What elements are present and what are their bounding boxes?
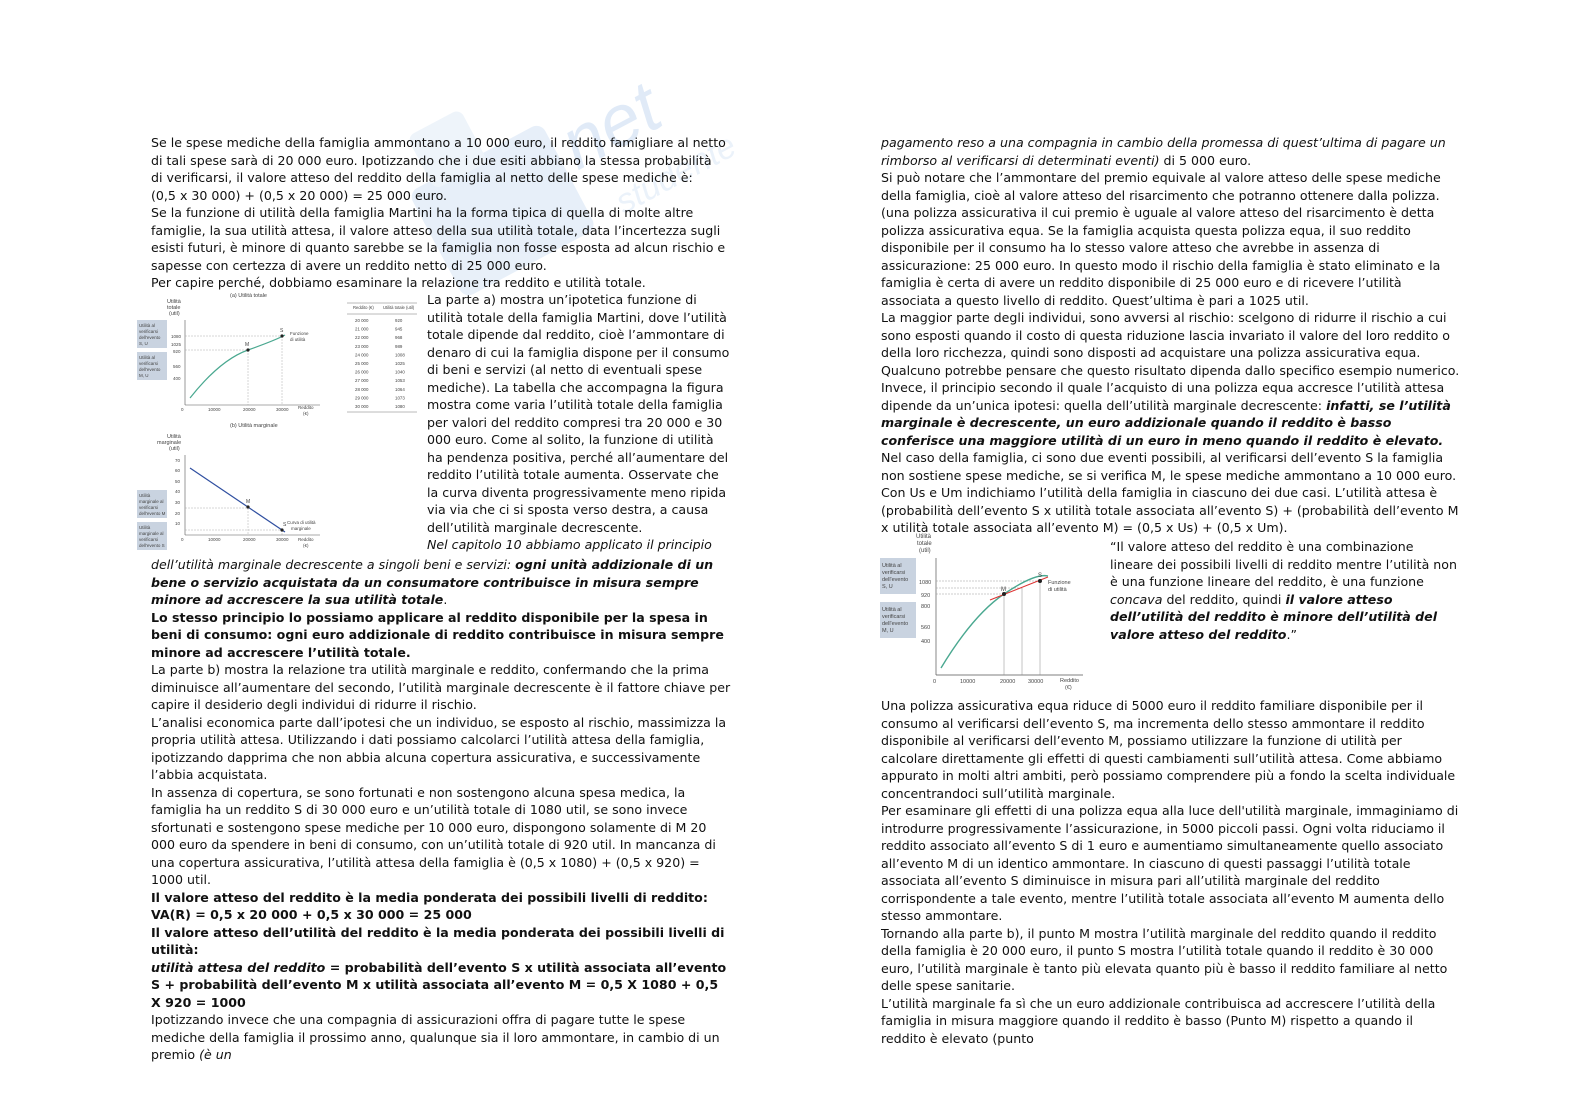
left-para-7: Ipotizzando invece che una compagnia di assicurazioni offra di pagare tutte le spese mediche della famiglia il prossimo anno, qualunque sia il loro ammontare, in cambio di un premio <box>151 1012 720 1062</box>
left-para-5: L’analisi economica parte dall’ipotesi che un individuo, se esposto al rischio, massimizza la propria utilità attesa. Utilizzando i dati possiamo calcolarci l’utilità attesa della famiglia, ipotizzando dapprima che non abbia alcuna copertura assicurativa, e successivamente l’abbia acquistata. <box>151 714 727 782</box>
fig-b-curve-label-2: marginale <box>291 526 311 531</box>
fig-c-box-m-l3: dell'evento <box>882 621 909 627</box>
table-cell-utilita: 1040 <box>395 369 405 375</box>
fig-b-box-m-l3: verificarsi <box>139 505 159 510</box>
fig-a-xtick-10000: 10000 <box>208 407 221 412</box>
fig-c-box-m-l1: Utilità al <box>882 607 902 613</box>
fig-b-curve-label-1: Curva di utilità <box>287 520 316 525</box>
quote-b: del reddito, quindi <box>1162 591 1286 607</box>
left-column-bottom <box>151 556 731 1064</box>
fig-a-xtick-30000: 30000 <box>276 407 289 412</box>
table-cell-reddito: 29 000 <box>355 395 369 401</box>
fig-c-utility-curve <box>941 576 1048 668</box>
fig-b-box-s-l2: marginale al <box>139 531 164 536</box>
fig-b-box-m-l2: marginale al <box>139 499 164 504</box>
fig-b-xtick-10000: 10000 <box>208 537 221 542</box>
left-bold-4-rest: = probabilità dell’evento S x utilità associata all’evento S + probabilità dell’evento M x utilità associata all’evento M = 0,5 X 1080 + 0,5 X 920 = 1000 <box>151 959 727 1010</box>
fig-c-box-m-l4: M, U <box>882 628 894 634</box>
fig-b-box-m-l1: Utilità <box>139 493 151 498</box>
left-para-2: Se la funzione di utilità della famiglia Martini ha la forma tipica di quella di molte altre famiglie, la sua utilità attesa, il valore atteso della sua utilità totale, data l’incertezza sugli esisti futuri, è minore di quanto sarebbe se la famiglia non fosse esposta ad alcun rischio e sapesse con certezza di avere un reddito netto di 25 000 euro. <box>151 205 726 273</box>
left-para-4: La parte b) mostra la relazione tra utilità marginale e reddito, confermando che la prima diminuisce all’aumentare del secondo, l’utilità marginale decrescente è il fattore chiave per capire il desiderio degli individui di ridurre il rischio. <box>151 662 731 712</box>
right-para-4: Qualcuno potrebbe pensare che questo risultato dipenda dallo specifico esempio numerico. <box>881 362 1460 378</box>
fig-b-ytick-20: 20 <box>175 511 181 516</box>
table-cell-utilita: 1064 <box>395 386 405 392</box>
quote-italic: concava <box>1110 591 1163 607</box>
fig-c-ytick-800: 800 <box>921 604 931 610</box>
table-header-reddito: Reddito (€) <box>353 305 374 310</box>
fig-c-box-s-l3: dell'evento <box>882 577 909 583</box>
fig-b-box-s-l4: dell'evento S <box>139 543 165 548</box>
fig-b-xtick-0: 0 <box>181 537 184 542</box>
table-cell-utilita: 989 <box>395 343 403 349</box>
fig-b-xlabel-1: Reddito <box>298 537 314 542</box>
fig-b-ytick-60: 60 <box>175 468 181 473</box>
fig-a-label-s: S <box>280 328 284 334</box>
fig-b-xtick-20000: 20000 <box>243 537 256 542</box>
fig-c-box-m-l2: verificarsi <box>882 614 906 620</box>
right-para-6: Nel caso della famiglia, ci sono due eventi possibili, al verificarsi dell’evento S la famiglia non sostiene spese mediche, se si verifica M, le spese mediche ammontano a 10 000 euro. Con Us e Um indichiamo l’utilità della famiglia in ciascuno dei due casi. L’utilità attesa è (probabilità dell’evento S x utilità totale associata all’evento S) + (probabilità dell’evento M x utilità totale associata all’evento M) = (0,5 x Us) + (0,5 x Um). <box>881 450 1459 535</box>
right-para-9: Tornando alla parte b), il punto M mostra l’utilità marginale del reddito quando il reddito della famiglia è 20 000 euro, il punto S mostra l’utilità totale quando il reddito è 30 000 euro, l’utilità marginale è tanto più elevata quanto più è basso il reddito familiare al netto delle spese sanitarie. <box>881 925 1448 993</box>
left-side-italic: Nel capitolo 10 abbiamo applicato il principio <box>427 537 712 552</box>
table-cell-utilita: 1080 <box>395 404 405 409</box>
quote-a: “Il valore atteso del reddito è una combinazione lineare dei possibili livelli di reddito mentre l’utilità non è una funzione lineare del reddito, è una funzione <box>1110 539 1457 589</box>
fig-c-ytick-920: 920 <box>921 593 931 599</box>
fig-c-box-s-l4: S, U <box>882 584 893 590</box>
figure-a-total-utility <box>135 290 340 420</box>
table-cell-reddito: 30 000 <box>355 404 369 409</box>
fig-b-marginal-curve <box>190 468 285 532</box>
right-para-1-rest: di 5 000 euro. <box>1159 152 1252 168</box>
fig-c-ytick-560: 560 <box>921 625 931 631</box>
principle-italic: dell’utilità marginale decrescente a singoli beni e servizi: <box>151 557 516 572</box>
left-side-para: La parte a) mostra un’ipotetica funzione di utilità totale della famiglia Martini, dove l’utilità totale dipende dal reddito, cioè l’ammontare di denaro di cui la famiglia dispone per il consumo di beni e servizi (al netto di eventuali spese mediche). La tabella che accompagna la figura mostra come varia l’utilità totale della famiglia per valori del reddito compresi tra 20 000 e 30 000 euro. Come al solito, la funzione di utilità ha pendenza positiva, perché all’aumentare del reddito l’utilità totale aumenta. Osservate che la curva diventa progressivamente meno ripida via via che ci si sposta verso destra, a causa dell’utilità marginale decrescente. <box>427 292 730 535</box>
fig-a-ytick-560: 560 <box>173 364 181 369</box>
fig-a-label-m: M <box>245 342 250 348</box>
table-cell-reddito: 27 000 <box>355 378 369 384</box>
fig-c-ylabel-1: Utilità <box>916 534 932 540</box>
fig-c-curve-label-1: Funzione <box>1048 580 1071 586</box>
fig-b-point-m <box>246 505 249 508</box>
fig-a-xlabel-2: (€) <box>303 411 309 416</box>
fig-b-ytick-40: 40 <box>175 489 181 494</box>
principle-bold-italic: ogni unità addizionale di un bene o servizio acquistata da un consumatore contribuisce in misura sempre minore ad accrescere la sua utilità totale <box>151 557 714 607</box>
right-para-3: La maggior parte degli individui, sono avversi al rischio: scelgono di ridurre il rischio a cui sono esposti quando il costo di questa riduzione lascia invariato il valore del loro reddito o della loro ricchezza, quindi sono disposti ad acquistare una polizza assicurativa equa. <box>881 310 1451 360</box>
right-para-5-bold-italic: infatti, se l’utilità marginale è decrescente, un euro addizionale quando il reddito è basso conferisce una maggiore utilità di un euro in meno quando il reddito è elevato. <box>881 397 1451 448</box>
left-bold-1: Il valore atteso del reddito è la media ponderata dei possibili livelli di reddito: <box>151 889 708 905</box>
table-cell-utilita: 1053 <box>395 378 405 384</box>
fig-a-box-s-l3: dell'evento <box>139 335 161 340</box>
fig-b-label-m: M <box>246 499 251 505</box>
table-cell-utilita: 945 <box>395 326 403 332</box>
fig-a-ytick-920: 920 <box>173 349 181 354</box>
fig-c-ylabel-2: totale <box>917 541 932 547</box>
figure-c-utility-concave <box>878 530 1088 695</box>
right-quote <box>1110 538 1460 643</box>
fig-a-box-m-l4: M, U <box>139 373 149 378</box>
quote-end: .” <box>1286 626 1297 642</box>
fig-b-xtick-30000: 30000 <box>276 537 289 542</box>
table-cell-utilita: 1008 <box>395 352 405 358</box>
fig-b-ylabel-1: Utilità <box>167 434 181 440</box>
fig-a-curve-label-1: Funzione <box>290 331 309 336</box>
fig-a-ytick-1025: 1025 <box>171 342 182 347</box>
table-cell-reddito: 21 000 <box>355 326 369 332</box>
table-cell-reddito: 26 000 <box>355 369 369 375</box>
fig-b-label-s: S <box>283 522 287 528</box>
fig-c-xtick-20000: 20000 <box>1000 679 1016 685</box>
fig-c-ytick-1080: 1080 <box>919 580 932 586</box>
table-cell-utilita: 920 <box>395 318 403 323</box>
fig-a-point-s <box>280 334 283 337</box>
fig-a-xtick-20000: 20000 <box>243 407 256 412</box>
fig-c-xtick-30000: 30000 <box>1028 679 1044 685</box>
fig-c-ytick-400: 400 <box>921 639 931 645</box>
fig-a-ylabel-1: Utilità <box>167 299 181 305</box>
fig-a-title: (a) Utilità totale <box>230 293 267 299</box>
fig-a-ytick-400: 400 <box>173 376 181 381</box>
table-cell-utilita: 1073 <box>395 395 405 401</box>
fig-c-xtick-0: 0 <box>933 679 937 685</box>
fig-b-xlabel-2: (€) <box>303 543 309 548</box>
fig-b-point-s <box>280 528 283 531</box>
fig-a-ylabel-3: (util) <box>169 311 180 317</box>
right-para-10: L’utilità marginale fa sì che un euro addizionale contribuisca ad accrescere l’utilità della famiglia in misura maggiore quando il reddito è basso (Punto M) rispetto a quando il reddito è elevato (punto <box>881 995 1436 1046</box>
table-cell-reddito: 22 000 <box>355 335 369 341</box>
fig-a-box-m-l2: verificarsi <box>139 361 159 366</box>
fig-a-ylabel-2: totale <box>167 305 181 311</box>
left-bold-2: VA(R) = 0,5 x 20 000 + 0,5 x 30 000 = 25 000 <box>151 907 472 922</box>
fig-a-utility-curve <box>190 335 285 398</box>
fig-c-point-s <box>1038 579 1042 583</box>
fig-b-box-m-l4: dell'evento M <box>139 511 166 516</box>
fig-c-xlabel-2: (€) <box>1065 685 1072 691</box>
fig-a-box-s-l2: verificarsi <box>139 329 159 334</box>
fig-a-curve-label-2: di utilità <box>290 337 306 342</box>
left-para-6: In assenza di copertura, se sono fortunati e non sostengono alcuna spesa medica, la famiglia ha un reddito S di 30 000 euro e un’utilità totale di 1080 util, se sono invece sfortunati e sostengono spese mediche per 10 000 euro, dispongono solamente di M 20 000 euro da spendere in beni di consumo, con un’utilità totale di 920 util. In mancanza di una copertura assicurativa, l’utilità attesa della famiglia è (0,5 x 1080) + (0,5 x 920) = 1000 util. <box>151 784 716 887</box>
table-cell-reddito: 24 000 <box>355 352 369 358</box>
table-cell-utilita: 1025 <box>395 361 405 366</box>
right-para-2: Si può notare che l’ammontare del premio equivale al valore atteso delle spese mediche della famiglia, cioè al valore atteso del risarcimento che potranno ottenere dalla polizza. (una polizza assicurativa il cui premio è uguale al valore atteso del risarcimento è detta polizza assicurativa equa. Se la famiglia acquista questa polizza equa, il suo reddito disponibile per il consumo ha lo stesso valore atteso che avrebbe in assenza di assicurazione: 25 000 euro. In questo modo il rischio della famiglia è stato eliminato e la famiglia è certa di avere un reddito disponibile di 25 000 euro e di ricevere l’utilità associata a questo livello di reddito. Quest’ultima è pari a 1025 util. <box>881 170 1441 308</box>
fig-b-box-s-l3: verificarsi <box>139 537 159 542</box>
fig-a-box-s-l1: Utilità al <box>139 323 156 328</box>
fig-c-label-m: M <box>1001 587 1006 593</box>
table-rows <box>355 318 405 409</box>
right-para-7: Una polizza assicurativa equa riduce di 5000 euro il reddito familiare disponibile per il consumo al verificarsi dell’evento S, ma incrementa dello stesso ammontare il reddito disponibile al verificarsi dell’evento M, possiamo utilizzare la funzione di utilità per calcolare direttamente gli effetti di questi cambiamenti sull’utilità attesa. Come abbiamo appurato in molti altri ambiti, però possiamo comprendere più a fondo la scelta individuale concentrandoci sull’utilità marginale. <box>881 698 1456 801</box>
fig-a-ytick-1080: 1080 <box>171 334 182 339</box>
fig-a-xlabel-1: Reddito <box>298 405 314 410</box>
fig-b-ytick-10: 10 <box>175 521 181 526</box>
fig-a-box-m-l3: dell'evento <box>139 367 161 372</box>
watermark-tagline: studente <box>609 126 743 222</box>
fig-a-box-s-l4: S, U <box>139 341 148 346</box>
left-formula-1: (0,5 x 30 000) + (0,5 x 20 000) = 25 000 euro. <box>151 187 448 203</box>
fig-b-ylabel-2: marginale <box>157 440 182 446</box>
fig-b-title: (b) Utilità marginale <box>230 423 278 429</box>
watermark-brand: net <box>547 67 674 185</box>
figure-b-marginal-utility <box>135 420 340 550</box>
table-cell-reddito: 25 000 <box>355 361 369 366</box>
fig-b-ytick-30: 30 <box>175 500 181 505</box>
table-cell-reddito: 20 000 <box>355 318 369 323</box>
left-para-1: Se le spese mediche della famiglia ammontano a 10 000 euro, il reddito famigliare al netto di tali spese sarà di 20 000 euro. Ipotizzando che i due esiti abbiano la stessa probabilità di verificarsi, il valore atteso del reddito della famiglia al netto delle spese mediche è: <box>151 135 726 185</box>
left-para-7-italic: (è un <box>199 1047 232 1062</box>
left-bold-4-italic: utilità attesa del reddito <box>151 959 326 975</box>
fig-a-point-m <box>246 348 249 351</box>
fig-c-box-s-l2: verificarsi <box>882 570 906 576</box>
left-bold-3: Il valore atteso dell’utilità del reddito è la media ponderata dei possibili livelli di utilità: <box>151 924 725 957</box>
utility-table <box>345 300 420 415</box>
right-column-top <box>881 134 1461 537</box>
left-side-text <box>427 291 732 554</box>
fig-c-xlabel-1: Reddito <box>1060 678 1079 684</box>
table-cell-utilita: 968 <box>395 335 403 341</box>
quote-bold-italic: il valore atteso dell’utilità del reddito è minore dell’utilità del valore atteso del reddito <box>1110 591 1438 642</box>
right-para-5: Invece, il principio secondo il quale l’acquisto di una polizza equa accresce l’utilità attesa dipende da un’unica ipotesi: quella dell’utilità marginale decrescente: <box>881 380 1445 413</box>
fig-c-xtick-10000: 10000 <box>960 679 976 685</box>
right-para-1-italic: pagamento reso a una compagnia in cambio della promessa di quest’ultima di pagare un rimborso al verificarsi di determinati eventi) <box>881 135 1446 168</box>
right-column-bottom <box>881 697 1461 1047</box>
fig-b-ylabel-3: (util) <box>169 446 180 452</box>
fig-c-curve-label-2: di utilità <box>1048 587 1067 593</box>
fig-c-ylabel-3: (util) <box>919 548 931 554</box>
fig-b-ytick-50: 50 <box>175 479 181 484</box>
principle-end: . <box>443 592 448 607</box>
fig-c-box-s-l1: Utilità al <box>882 563 902 569</box>
fig-a-box-m-l1: Utilità al <box>139 355 156 360</box>
fig-a-xtick-0: 0 <box>181 407 184 412</box>
table-header-utilita: Utilità totale (util) <box>383 305 415 310</box>
right-para-8: Per esaminare gli effetti di una polizza equa alla luce dell'utilità marginale, immaginiamo di introdurre progressivamente l’assicurazione, in 5000 piccoli passi. Ogni volta riduciamo il reddito associato all’evento S di 1 euro e aumentiamo simultaneamente quello associato all’evento M di un identico ammontare. In ciascuno di questi passaggi l’utilità totale associata all’evento S diminuisce in misura pari all’utilità marginale del reddito corrispondente a tale evento, mentre l’utilità totale associata all’evento M aumenta dello stesso ammontare. <box>881 803 1459 923</box>
table-cell-reddito: 23 000 <box>355 343 369 349</box>
bold-principle: Lo stesso principio lo possiamo applicare al reddito disponibile per la spesa in beni di consumo: ogni euro addizionale di reddito contribuisce in misura sempre minore ad accrescere l’utilità totale. <box>151 609 724 660</box>
left-para-3: Per capire perché, dobbiamo esaminare la relazione tra reddito e utilità totale. <box>151 275 646 290</box>
left-column-top <box>151 134 726 292</box>
fig-b-box-s-l1: Utilità <box>139 525 151 530</box>
table-cell-reddito: 28 000 <box>355 386 369 392</box>
fig-c-label-s: S <box>1038 573 1043 579</box>
fig-b-ytick-70: 70 <box>175 458 181 463</box>
